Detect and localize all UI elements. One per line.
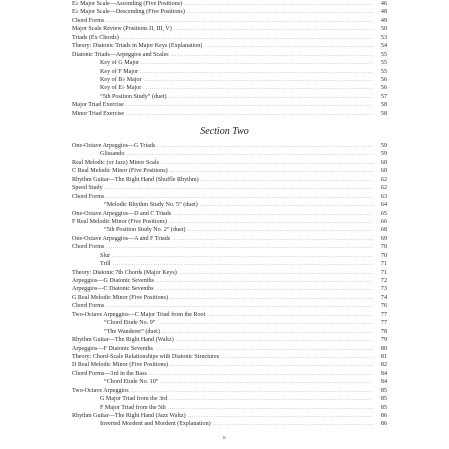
toc-entry-page: 70 xyxy=(380,252,387,259)
toc-entry xyxy=(72,93,387,101)
toc-entry xyxy=(72,378,387,386)
toc-entry-page: 84 xyxy=(380,370,387,377)
toc-entry-title: Theory: Diatonic Triads in Major Keys (Explanation) xyxy=(72,43,203,50)
toc-entry-title: Trill xyxy=(100,261,111,268)
toc-entry xyxy=(72,51,387,59)
toc-entry xyxy=(72,176,387,184)
toc-entry-title: Speed Study xyxy=(72,185,103,192)
toc-entry xyxy=(72,319,387,327)
toc-entry xyxy=(72,260,387,268)
toc-entry-page: 59 xyxy=(380,151,387,158)
toc-entry xyxy=(72,68,387,76)
toc-entry-title: D Real Melodic Minor (Five Positions) xyxy=(72,362,168,369)
toc-entry xyxy=(72,25,387,33)
toc-entry xyxy=(72,370,387,378)
toc-entry-title: Rhythm Guitar—The Right Hand (Jazz Waltz) xyxy=(72,413,186,419)
toc-entry-title: Chord Forms xyxy=(72,244,105,251)
toc-entry-title: “5th Position Study No. 2” (duet) xyxy=(104,227,186,234)
toc-entry-title: Minor Triad Exercise xyxy=(72,110,125,117)
toc-entry-page: 65 xyxy=(380,210,387,217)
toc-entry-title: Major Triad Exercise xyxy=(72,102,124,109)
toc-entry-page: 60 xyxy=(380,168,387,175)
toc-entry-title: Diatonic Triads—Arpeggios and Scales xyxy=(72,51,169,58)
toc-entry-title: G Major Triad from the 3rd xyxy=(100,396,168,403)
toc-entry-title: E♭ Major Scale—Descending (Five Positions) xyxy=(72,9,185,16)
toc-entry-page: 80 xyxy=(380,345,387,352)
toc-entry-page: 58 xyxy=(380,110,387,117)
toc-entry-title: Inverted Mordent and Mordent (Explanation) xyxy=(100,421,211,428)
toc-entry-page: 69 xyxy=(380,235,387,242)
toc-entry-page: 73 xyxy=(380,286,387,293)
toc-entry-page: 86 xyxy=(380,421,387,428)
toc-entry-page: 72 xyxy=(380,278,387,284)
toc-entry xyxy=(72,387,387,395)
toc-entry-page: 55 xyxy=(380,60,387,67)
toc-entry xyxy=(72,167,387,175)
toc-entry-page: 62 xyxy=(380,185,387,192)
toc-entry-page: 85 xyxy=(380,387,387,394)
toc-entry xyxy=(72,150,387,158)
toc-entry xyxy=(72,361,387,369)
toc-entry-title: Chord Forms xyxy=(72,303,105,310)
toc-entry-title: “Melodic Rhythm Study No. 5” (duet) xyxy=(104,202,198,209)
toc-entry xyxy=(72,34,387,42)
toc-block-section-one xyxy=(72,0,387,118)
toc-entry-page: 78 xyxy=(380,328,387,335)
toc-entry xyxy=(72,285,387,293)
toc-entry-title: Arpeggios—C Diatonic Sevenths xyxy=(72,286,154,293)
toc-entry-page: 85 xyxy=(380,404,387,411)
toc-entry-title: E♭ Major Scale—Ascending (Five Positions) xyxy=(72,1,183,7)
toc-entry xyxy=(72,142,387,150)
toc-entry-title: Slur xyxy=(100,252,111,259)
toc-entry xyxy=(72,345,387,353)
toc-block-section-two xyxy=(72,142,387,429)
toc-entry xyxy=(72,159,387,167)
toc-entry-title: “Chord Etude No. 10” xyxy=(104,379,159,386)
toc-entry-title: Key of G Major xyxy=(100,60,140,67)
toc-entry-title: Rhythm Guitar—The Right Hand (Waltz) xyxy=(72,337,174,344)
toc-entry-title: Chord Forms—3rd in the Bass xyxy=(72,370,147,377)
toc-entry-title: Arpeggios—F Diatonic Sevenths xyxy=(72,345,153,352)
toc-entry-page: 48 xyxy=(380,9,387,16)
toc-entry-page: 56 xyxy=(380,76,387,83)
toc-entry-title: Triads (Ex Chords) xyxy=(72,34,119,41)
toc-entry-title: Key of B♭ Major xyxy=(100,76,142,83)
toc-entry-page: 86 xyxy=(380,413,387,419)
toc-entry xyxy=(72,269,387,277)
toc-entry xyxy=(72,226,387,234)
toc-entry xyxy=(72,184,387,192)
toc-entry-page: 79 xyxy=(380,337,387,344)
toc-entry xyxy=(72,252,387,260)
section-title: Section Two xyxy=(200,126,249,137)
toc-entry xyxy=(72,42,387,50)
toc-entry-page: 81 xyxy=(380,353,387,360)
toc-entry xyxy=(72,110,387,118)
toc-entry xyxy=(72,193,387,201)
toc-entry-page: 70 xyxy=(380,244,387,251)
toc-entry-page: 60 xyxy=(380,159,387,166)
toc-entry-title: Two-Octave Arpeggios—C Major Triad from the Root xyxy=(72,311,206,318)
toc-entry-page: 46 xyxy=(380,1,387,7)
toc-entry-title: One-Octave Arpeggios—D and C Triads xyxy=(72,210,172,217)
toc-entry xyxy=(72,328,387,336)
toc-entry-title: C Real Melodic Minor (Five Positions) xyxy=(72,168,168,175)
toc-entry-title: Key of E♭ Major xyxy=(100,85,142,92)
toc-entry xyxy=(72,201,387,209)
toc-entry-page: 62 xyxy=(380,176,387,183)
toc-entry-title: One-Octave Arpeggios—G Triads xyxy=(72,143,156,149)
toc-entry-title: Rhythm Guitar—The Right Hand (Shuffle Rhythm) xyxy=(72,176,199,183)
toc-entry-title: One-Octave Arpeggios—A and F Triads xyxy=(72,235,171,242)
toc-entry xyxy=(72,353,387,361)
toc-entry-title: “5th Position Study” (duet) xyxy=(100,93,167,100)
toc-entry xyxy=(72,76,387,84)
toc-entry xyxy=(72,336,387,344)
toc-entry-title: Key of F Major xyxy=(100,68,139,75)
toc-entry-title: Theory: Diatonic 7th Chords (Major Keys) xyxy=(72,269,177,276)
toc-entry xyxy=(72,294,387,302)
toc-entry-page: 66 xyxy=(380,218,387,225)
toc-entry-page: 74 xyxy=(380,294,387,301)
toc-entry xyxy=(72,84,387,92)
toc-entry-page: 68 xyxy=(380,227,387,234)
toc-entry-title: Chord Forms xyxy=(72,193,105,200)
toc-entry-title: “The Wanderer” (duet) xyxy=(104,328,160,335)
toc-entry-title: F Real Melodic Minor (Five Positions) xyxy=(72,218,167,225)
toc-entry-page: 76 xyxy=(380,303,387,310)
toc-entry-title: G Real Melodic Minor (Five Positions) xyxy=(72,294,168,301)
toc-entry-page: 55 xyxy=(380,68,387,75)
toc-entry-page: 50 xyxy=(380,26,387,33)
toc-entry-page: 49 xyxy=(380,17,387,24)
toc-entry xyxy=(72,17,387,25)
toc-entry-page: 56 xyxy=(380,85,387,92)
toc-entry-page: 85 xyxy=(380,396,387,403)
dot-leader xyxy=(126,111,373,119)
toc-entry xyxy=(72,404,387,412)
toc-entry-title: Real Melodic (or Jazz) Minor Scale xyxy=(72,159,160,166)
toc-entry-page: 71 xyxy=(380,269,387,276)
toc-entry-title: Glissando xyxy=(100,151,125,158)
toc-entry-page: 71 xyxy=(380,261,387,268)
toc-entry-page: 77 xyxy=(380,311,387,318)
toc-entry xyxy=(72,0,387,8)
toc-entry xyxy=(72,420,387,428)
toc-entry-page: 55 xyxy=(380,51,387,58)
toc-entry xyxy=(72,218,387,226)
toc-entry-page: 54 xyxy=(380,43,387,50)
toc-entry-title: F Major Triad from the 5th xyxy=(100,404,166,411)
toc-entry-page: 82 xyxy=(380,362,387,369)
toc-entry-page: 57 xyxy=(380,93,387,100)
toc-entry-page: 84 xyxy=(380,379,387,386)
toc-entry xyxy=(72,277,387,285)
toc-entry-title: Major Scale Review (Positions II, III, V) xyxy=(72,26,172,33)
toc-entry-page: 58 xyxy=(380,102,387,109)
dot-leader xyxy=(213,421,373,429)
toc-entry xyxy=(72,412,387,420)
toc-entry-title: Chord Forms xyxy=(72,17,105,24)
toc-entry xyxy=(72,210,387,218)
toc-entry-title: Theory: Chord-Scale Relationships with Diatonic Structures xyxy=(72,353,220,360)
toc-entry-page: 53 xyxy=(380,34,387,41)
toc-entry xyxy=(72,302,387,310)
page-folio: iv xyxy=(222,436,227,441)
toc-entry-page: 64 xyxy=(380,202,387,209)
toc-entry-page: 59 xyxy=(380,143,387,149)
toc-entry-title: Arpeggios—G Diatonic Sevenths xyxy=(72,278,154,284)
toc-entry xyxy=(72,395,387,403)
toc-entry xyxy=(72,311,387,319)
toc-entry xyxy=(72,101,387,109)
toc-entry xyxy=(72,243,387,251)
toc-entry-page: 77 xyxy=(380,320,387,327)
toc-entry xyxy=(72,59,387,67)
toc-entry-title: “Chord Etude No. 9” xyxy=(104,320,156,327)
toc-entry-page: 63 xyxy=(380,193,387,200)
toc-entry-title: Two-Octave Arpeggios xyxy=(72,387,129,394)
toc-entry xyxy=(72,235,387,243)
toc-entry xyxy=(72,8,387,16)
